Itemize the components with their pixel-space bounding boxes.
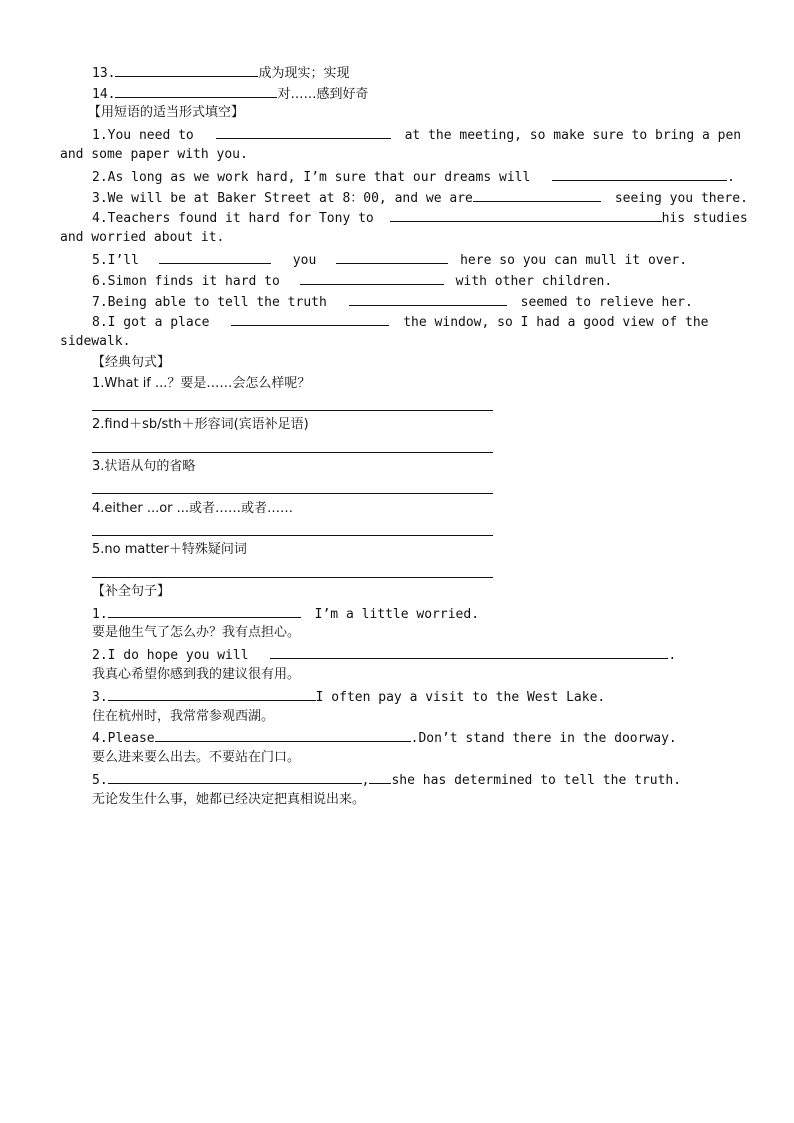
complete-item	[92, 727, 677, 747]
phrase-item	[92, 124, 741, 144]
item-text: she has determined to tell the truth.	[391, 773, 682, 788]
answer-blank[interactable]	[349, 291, 507, 306]
item-text: 4.Please	[92, 731, 155, 746]
answer-line[interactable]	[92, 535, 493, 536]
answer-blank[interactable]	[108, 769, 362, 784]
answer-blank[interactable]	[390, 207, 662, 222]
answer-blank[interactable]	[216, 124, 391, 139]
answer-blank[interactable]	[159, 249, 271, 264]
classic-item: 1.What if ...？要是……会怎么样呢？	[92, 376, 311, 391]
complete-item	[92, 603, 479, 623]
phrase-item	[92, 291, 693, 311]
complete-item-zh: 要么进来要么出去。不要站在门口。	[92, 750, 301, 765]
answer-blank[interactable]	[108, 603, 301, 618]
item-text: with other children.	[455, 274, 613, 289]
item-text: seeing you there.	[614, 191, 748, 206]
item-text: at the meeting, so make sure to bring a pen	[404, 128, 742, 143]
phrase-item-cont: sidewalk.	[60, 334, 131, 349]
item-number: 13.	[92, 66, 116, 81]
phrase-item	[92, 249, 687, 269]
complete-item	[92, 644, 676, 664]
item-text: 8.I got a place	[92, 315, 210, 330]
item-text: .	[727, 170, 735, 185]
complete-item-zh: 无论发生什么事，她都已经决定把真相说出来。	[92, 792, 366, 807]
item-text: 2.As long as we work hard, I’m sure that our dreams will	[92, 170, 531, 185]
item-text: 3.	[92, 690, 108, 705]
item-text: 6.Simon finds it hard to	[92, 274, 280, 289]
item-text: 1.	[92, 607, 108, 622]
classic-item: 2.find＋sb/sth＋形容词(宾语补足语)	[92, 417, 309, 432]
item-text: 7.Being able to tell the truth	[92, 295, 327, 310]
item-text: 4.Teachers found it hard for Tony to	[92, 211, 374, 226]
complete-item-zh: 要是他生气了怎么办？我有点担心。	[92, 625, 301, 640]
item-text: here so you can mull it over.	[460, 253, 688, 268]
item-text: I’m a little worried.	[314, 607, 480, 622]
section-title-complete: 【补全句子】	[92, 584, 171, 599]
item-text: his studies	[661, 211, 748, 226]
answer-line[interactable]	[92, 452, 493, 453]
answer-blank[interactable]	[115, 62, 258, 77]
classic-item: 5.no matter＋特殊疑问词	[92, 542, 247, 557]
phrase-item	[92, 270, 612, 290]
classic-item: 4.either ...or ...或者……或者……	[92, 501, 294, 516]
phrase-item	[92, 187, 748, 207]
item-text: 1.You need to	[92, 128, 194, 143]
complete-item	[92, 686, 605, 706]
item-text: you	[292, 253, 317, 268]
answer-line[interactable]	[92, 410, 493, 411]
complete-item-zh: 住在杭州时，我常常参观西湖。	[92, 709, 275, 724]
item-text: 3.We will be at Baker Street at 8：00, and we are	[92, 191, 473, 206]
answer-blank[interactable]	[336, 249, 448, 264]
answer-blank[interactable]	[155, 727, 411, 742]
answer-blank[interactable]	[231, 311, 389, 326]
item-text: 5.	[92, 773, 108, 788]
item-text: seemed to relieve her.	[520, 295, 693, 310]
phrase-item	[92, 207, 748, 227]
phrase-item-cont: and worried about it.	[60, 230, 225, 245]
answer-line[interactable]	[92, 493, 493, 494]
section-title-phrases: 【用短语的适当形式填空】	[88, 105, 245, 120]
item-text: ,	[361, 773, 370, 788]
vocab-item	[92, 62, 350, 82]
item-number: 14.	[92, 87, 116, 102]
answer-blank[interactable]	[270, 644, 668, 659]
phrase-item	[92, 166, 735, 186]
item-text: I often pay a visit to the West Lake.	[315, 690, 606, 705]
answer-blank[interactable]	[108, 686, 316, 701]
complete-item	[92, 769, 681, 789]
phrase-item-cont: and some paper with you.	[60, 147, 248, 162]
classic-item: 3.状语从句的省略	[92, 459, 196, 474]
answer-blank[interactable]	[300, 270, 444, 285]
phrase-item	[92, 311, 708, 331]
section-title-classic: 【经典句式】	[92, 355, 171, 370]
item-text: the window, so I had a good view of the	[403, 315, 709, 330]
vocab-item	[92, 83, 369, 103]
complete-item-zh: 我真心希望你感到我的建议很有用。	[92, 667, 301, 682]
item-text: .	[668, 648, 677, 663]
answer-blank[interactable]	[115, 83, 277, 98]
answer-blank[interactable]	[552, 166, 727, 181]
item-text: 5.I’ll	[92, 253, 139, 268]
item-text: .Don’t stand there in the doorway.	[410, 731, 677, 746]
item-meaning: 对……感到好奇	[277, 87, 369, 102]
item-meaning: 成为现实；实现	[258, 66, 350, 81]
answer-blank[interactable]	[473, 187, 601, 202]
answer-line[interactable]	[92, 577, 493, 578]
answer-blank[interactable]	[369, 769, 391, 784]
item-text: 2.I do hope you will	[92, 648, 249, 663]
